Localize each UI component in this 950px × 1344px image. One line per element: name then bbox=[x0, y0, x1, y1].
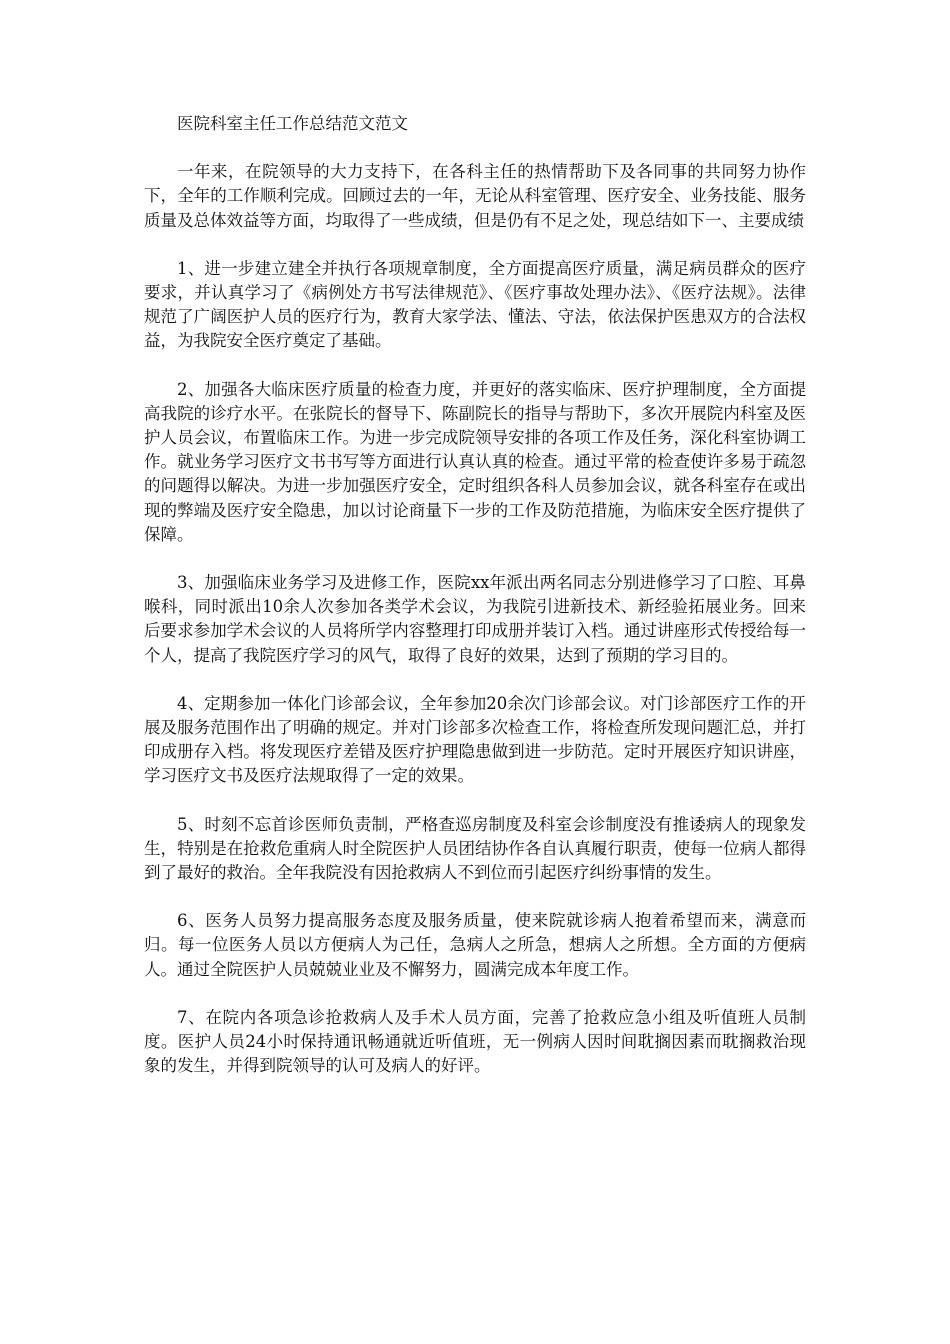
paragraph-intro: 一年来，在院领导的大力支持下，在各科主任的热情帮助下及各同事的共同努力协作下，全年的工作顺利完成。回顾过去的一年，无论从科室管理、医疗安全、业务技能、服务质量及总体效益等方面，均取得了一些成绩，但是仍有不足之处，现总结如下一、主要成绩 bbox=[144, 162, 806, 230]
paragraph-item-2: 2、加强各大临床医疗质量的检查力度，并更好的落实临床、医疗护理制度，全方面提高我院的诊疗水平。在张院长的督导下、陈副院长的指导与帮助下，多次开展院内科室及医护人员会议，布置临床工作。为进一步完成院领导安排的各项工作及任务，深化科室协调工作。就业务学习医疗文书书写等方面进行认真认真的检查。通过平常的检查使许多易于疏忽的问题得以解决。为进一步加强医疗安全，定时组织各科人员参加会议，就各科室存在或出现的弊端及医疗安全隐患，加以讨论商量下一步的工作及防范措施，为临床安全医疗提供了保障。 bbox=[144, 379, 806, 544]
paragraph-item-1: 1、进一步建立建全并执行各项规章制度，全方面提高医疗质量，满足病员群众的医疗要求，并认真学习了《病例处方书写法律规范》、《医疗事故处理办法》、《医疗法规》。法律规范了广阔医护人员的医疗行为，教育大家学法、懂法、守法，依法保护医患双方的合法权益，为我院安全医疗奠定了基础。 bbox=[144, 258, 806, 351]
document-body bbox=[144, 112, 806, 1103]
paragraph-item-3: 3、加强临床业务学习及进修工作，医院xx年派出两名同志分别进修学习了口腔、耳鼻喉科，同时派出10余人次参加各类学术会议，为我院引进新技术、新经验拓展业务。回来后要求参加学术会议的人员将所学内容整理打印成册并装订入档。通过讲座形式传授给每一个人，提高了我院医疗学习的风气，取得了良好的效果，达到了预期的学习目的。 bbox=[144, 573, 806, 665]
paragraph-item-5: 5、时刻不忘首诊医师负责制，严格查巡房制度及科室会诊制度没有推诿病人的现象发生，特别是在抢救危重病人时全院医护人员团结协作各自认真履行职责，使每一位病人都得到了最好的救治。全年我院没有因抢救病人不到位而引起医疗纠纷事情的发生。 bbox=[144, 814, 806, 883]
paragraph-item-7: 7、在院内各项急诊抢救病人及手术人员方面，完善了抢救应急小组及听值班人员制度。医护人员24小时保持通讯畅通就近听值班，无一例病人因时间耽搁因素而耽搁救治现象的发生，并得到院领导的认可及病人的好评。 bbox=[144, 1007, 806, 1076]
paragraph-item-4: 4、定期参加一体化门诊部会议，全年参加20余次门诊部会议。对门诊部医疗工作的开展及服务范围作出了明确的规定。并对门诊部多次检查工作，将检查所发现问题汇总，并打印成册存入档。将发现医疗差错及医疗护理隐患做到进一步防范。定时开展医疗知识讲座，学习医疗文书及医疗法规取得了一定的效果。 bbox=[144, 693, 806, 786]
paragraph-item-6: 6、医务人员努力提高服务态度及服务质量，使来院就诊病人抱着希望而来，满意而归。每一位医务人员以方便病人为己任，急病人之所急，想病人之所想。全方面的方便病人。通过全院医护人员兢兢业业及不懈努力，圆满完成本年度工作。 bbox=[144, 911, 806, 979]
document-title: 医院科室主任工作总结范文范文 bbox=[177, 114, 408, 133]
